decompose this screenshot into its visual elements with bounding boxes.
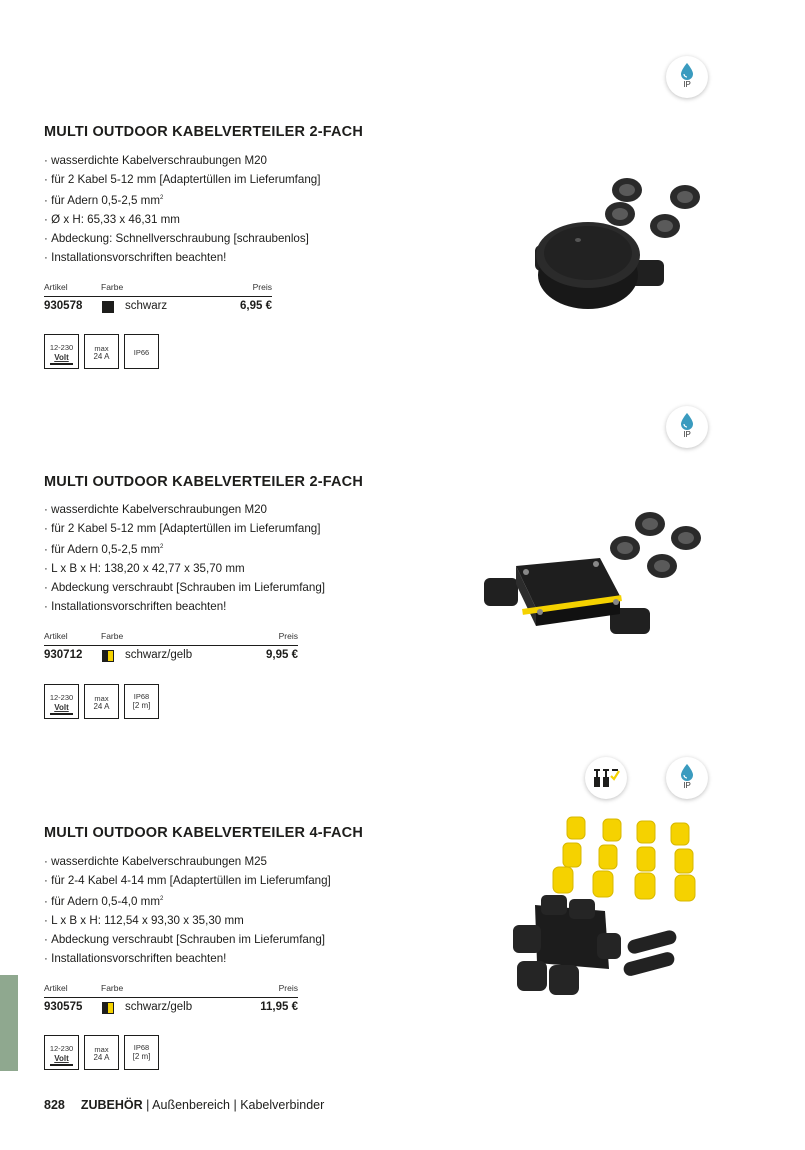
- color-name: schwarz: [125, 300, 168, 312]
- color-swatch: [102, 301, 114, 313]
- ip-rating-badge: [666, 406, 708, 448]
- ip-rating-badge: [666, 757, 708, 799]
- junction-box: [484, 558, 650, 634]
- price: 11,95 €: [260, 1001, 298, 1013]
- header-farbe: Farbe: [101, 282, 124, 292]
- header-farbe: Farbe: [101, 631, 124, 641]
- color-swatch: [102, 1002, 114, 1014]
- product-photo: [480, 508, 710, 658]
- feature-item: · Ø x H: 65,33 x 46,31 mm: [44, 210, 320, 229]
- product-section-3: [0, 701, 805, 1071]
- header-artikel: Artikel: [44, 631, 68, 641]
- water-drop-icon: [680, 412, 694, 430]
- article-number: 930712: [44, 649, 83, 661]
- price: 9,95 €: [266, 649, 298, 661]
- ip-rating-badge: [666, 56, 708, 98]
- header-preis: Preis: [252, 282, 272, 292]
- junction-box: [535, 222, 664, 309]
- yellow-grommet: [553, 817, 695, 901]
- header-farbe: Farbe: [101, 983, 124, 993]
- feature-item: · Installationsvorschriften beachten!: [44, 248, 320, 267]
- ip-protection-icon: IP66: [124, 334, 159, 369]
- feature-item: · Abdeckung verschraubt [Schrauben im Lieferumfang]: [44, 578, 325, 597]
- footer-breadcrumb: | Außenbereich | Kabelverbinder: [142, 1098, 325, 1112]
- feature-item: · für Adern 0,5-2,5 $mm^2$: [44, 189, 320, 210]
- voltage-icon: 12-230 Volt: [44, 684, 79, 719]
- feature-list: [44, 500, 325, 616]
- ip-badge-label: IP: [683, 80, 691, 89]
- grommet: [610, 512, 701, 578]
- feature-item: · L x B x H: 138,20 x 42,77 x 35,70 mm: [44, 559, 325, 578]
- connector-badge: [585, 757, 627, 799]
- ip-badge-label: IP: [683, 781, 691, 790]
- voltage-icon: 12-230 Volt: [44, 334, 79, 369]
- feature-list: [44, 852, 331, 968]
- header-artikel: Artikel: [44, 983, 68, 993]
- product-section-2: [0, 350, 805, 720]
- product-photo: [520, 160, 720, 320]
- color-name: schwarz/gelb: [125, 649, 193, 661]
- color-swatch: [102, 650, 114, 662]
- ip-protection-icon: IP68 [2 m]: [124, 684, 159, 719]
- header-artikel: Artikel: [44, 282, 68, 292]
- feature-list: [44, 151, 320, 267]
- chapter-tab: [0, 975, 18, 1071]
- spec-divider: [44, 296, 272, 297]
- feature-item: · Installationsvorschriften beachten!: [44, 597, 325, 616]
- feature-item: · L x B x H: 112,54 x 93,30 x 35,30 mm: [44, 911, 331, 930]
- junction-box: [513, 895, 678, 995]
- price: 6,95 €: [240, 300, 272, 312]
- feature-item: · für 2-4 Kabel 4-14 mm [Adaptertüllen im Lieferumfang]: [44, 871, 331, 890]
- page-number: 828: [44, 1098, 65, 1112]
- product-title: MULTI OUTDOOR KABELVERTEILER 2-FACH: [44, 474, 364, 490]
- feature-item: · für 2 Kabel 5-12 mm [Adaptertüllen im Lieferumfang]: [44, 170, 320, 189]
- water-drop-icon: [680, 763, 694, 781]
- product-title: MULTI OUTDOOR KABELVERTEILER 2-FACH: [44, 124, 364, 140]
- header-preis: Preis: [278, 631, 298, 641]
- header-preis: Preis: [278, 983, 298, 993]
- article-number: 930575: [44, 1001, 83, 1013]
- feature-item: · wasserdichte Kabelverschraubungen M20: [44, 500, 325, 519]
- max-ampere-icon: max 24 A: [84, 1035, 119, 1070]
- feature-item: · Installationsvorschriften beachten!: [44, 949, 331, 968]
- feature-item: · wasserdichte Kabelverschraubungen M25: [44, 852, 331, 871]
- article-number: 930578: [44, 300, 83, 312]
- spec-divider: [44, 645, 298, 646]
- footer-section: ZUBEHÖR: [80, 1098, 143, 1112]
- feature-item: · Abdeckung: Schnellverschraubung [schraubenlos]: [44, 229, 320, 248]
- product-title: MULTI OUTDOOR KABELVERTEILER 4-FACH: [44, 825, 364, 841]
- feature-item: · für Adern 0,5-2,5 $mm^2$: [44, 538, 325, 559]
- feature-item: · für Adern 0,5-4,0 $mm^2$: [44, 890, 331, 911]
- color-name: schwarz/gelb: [125, 1001, 193, 1013]
- spec-divider: [44, 997, 298, 998]
- voltage-icon: 12-230 Volt: [44, 1035, 79, 1070]
- product-section-1: [0, 0, 805, 370]
- product-photo: [505, 813, 715, 1013]
- page-footer: [44, 1098, 324, 1112]
- feature-item: · wasserdichte Kabelverschraubungen M20: [44, 151, 320, 170]
- feature-item: · für 2 Kabel 5-12 mm [Adaptertüllen im Lieferumfang]: [44, 519, 325, 538]
- connector-icon: [592, 767, 620, 789]
- water-drop-icon: [680, 62, 694, 80]
- ip-badge-label: IP: [683, 430, 691, 439]
- max-ampere-icon: max 24 A: [84, 684, 119, 719]
- ip-protection-icon: IP68 [2 m]: [124, 1035, 159, 1070]
- max-ampere-icon: max 24 A: [84, 334, 119, 369]
- feature-item: · Abdeckung verschraubt [Schrauben im Lieferumfang]: [44, 930, 331, 949]
